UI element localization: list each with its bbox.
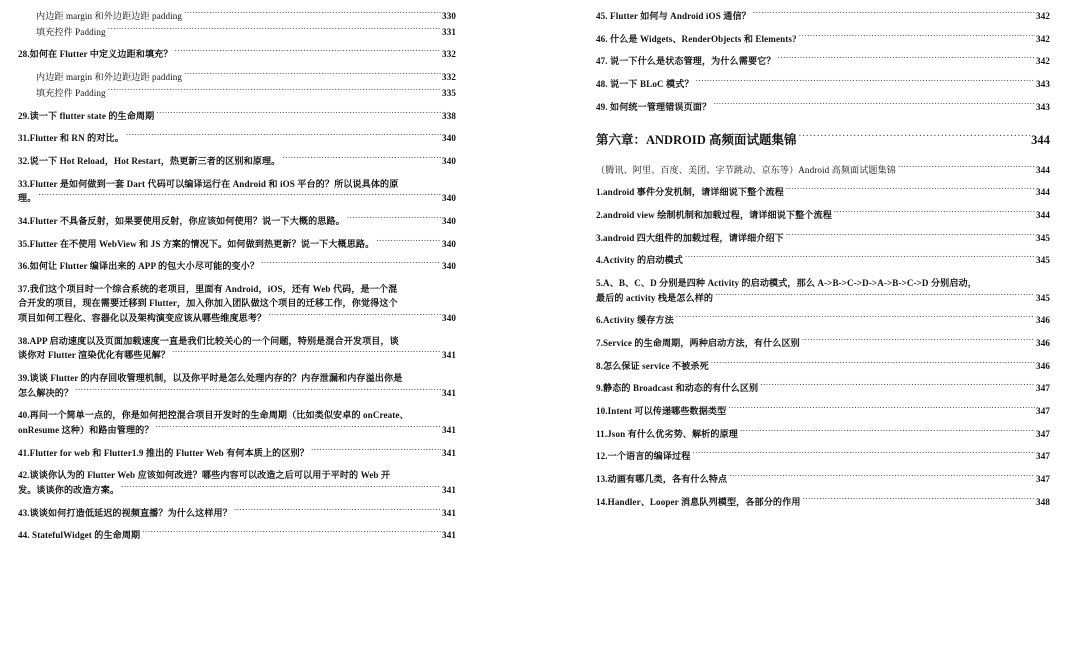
toc-page-number: 347 xyxy=(1036,474,1050,485)
toc-entry-label: 6.Activity 缓存方法 xyxy=(596,315,674,326)
dot-leader xyxy=(121,484,441,493)
toc-entry-row xyxy=(596,101,1050,115)
dot-leader xyxy=(268,312,441,321)
toc-entry-row xyxy=(596,186,1050,200)
toc-entry-label: 29.读一下 flutter state 的生命周期 xyxy=(18,110,155,121)
toc-entry-label-line: 37.我们这个项目时一个综合系统的老项目，里面有 Android，iOS，还有 Web 代码，是一个混 xyxy=(18,283,398,294)
toc-entry-row xyxy=(596,163,1050,177)
dot-leader xyxy=(126,132,441,141)
toc-entry-row xyxy=(596,382,1050,396)
toc-page-number: 342 xyxy=(1036,56,1050,67)
toc-page-number: 330 xyxy=(442,11,456,22)
toc-entry-label-line: 42.谈谈你认为的 Flutter Web 应该如何改进？哪些内容可以改造之后可以用于平时的 Web 开 xyxy=(18,470,391,481)
toc-entry-label: 1.android 事件分发机制，请详细说下整个流程 xyxy=(596,187,784,198)
toc-entry[interactable] xyxy=(596,163,1050,177)
toc-entry[interactable] xyxy=(18,109,456,123)
toc-entry-label: 第六章：ANDROID 高频面试题集锦 xyxy=(596,133,797,148)
toc-entry[interactable] xyxy=(18,87,456,101)
toc-entry-label: 46. 什么是 Widgets、RenderObjects 和 Elements? xyxy=(596,33,797,44)
dot-leader xyxy=(778,55,1036,64)
toc-entry-label: 内边距 margin 和外边距边距 padding xyxy=(36,11,183,22)
toc-entry-label-line: 5.A、B、C、D 分别是四种 Activity 的启动模式，那么 A->B->C->D->A->B->C->D 分别启动， xyxy=(596,277,977,288)
toc-entry-label: 13.动画有哪几类，各有什么特点 xyxy=(596,474,728,485)
toc-entry-label: 填充控件 Padding xyxy=(36,26,106,37)
toc-entry-label: onResume 这种）和路由管理的？ xyxy=(18,424,154,435)
toc-entry-label: 谈你对 Flutter 渲染优化有哪些见解？ xyxy=(18,350,171,361)
toc-page-number: 344 xyxy=(1036,209,1050,220)
toc-entry-row xyxy=(36,26,456,40)
toc-entry[interactable] xyxy=(18,469,456,497)
toc-page-number: 338 xyxy=(442,110,456,121)
dot-leader xyxy=(676,314,1035,323)
toc-entry-label: 3.android 四大组件的加载过程，请详细介绍下 xyxy=(596,232,784,243)
toc-entry[interactable] xyxy=(596,360,1050,374)
toc-entry[interactable] xyxy=(18,372,456,400)
toc-page-number: 347 xyxy=(1036,451,1050,462)
dot-leader xyxy=(261,260,441,269)
toc-page-number: 340 xyxy=(442,193,456,204)
toc-entry-label-line: 合开发的项目，现在需要迁移到 Flutter，加入你加入团队做这个项目的迁移工作，你觉得这个 xyxy=(18,298,398,309)
toc-entry[interactable] xyxy=(596,78,1050,92)
dot-leader xyxy=(282,155,441,164)
toc-entry-label: 理。 xyxy=(18,193,37,204)
toc-entry-row xyxy=(18,155,456,169)
toc-page-number: 347 xyxy=(1036,406,1050,416)
toc-page-number: 342 xyxy=(1036,11,1050,22)
toc-entry[interactable] xyxy=(596,277,1050,305)
toc-entry[interactable] xyxy=(596,428,1050,442)
toc-entry-row xyxy=(596,450,1050,464)
toc-entry-row xyxy=(596,405,1050,419)
dot-leader xyxy=(347,215,441,224)
toc-entry-row xyxy=(596,428,1050,442)
toc-entry-row xyxy=(18,48,456,62)
toc-entry-row xyxy=(18,387,456,401)
toc-entry[interactable] xyxy=(18,10,456,24)
toc-entry-label-line: 33.Flutter 是如何做到一套 Dart 代码可以编译运行在 Android 和 iOS 平台的？所以说具体的原 xyxy=(18,178,399,189)
dot-leader xyxy=(184,10,441,19)
toc-page-number: 332 xyxy=(442,49,456,60)
toc-entry-label-line: 40.再问一个简单一点的，你是如何把控混合项目开发时的生命周期（比如类似安卓的 onCreate、 xyxy=(18,410,409,421)
toc-entry[interactable] xyxy=(596,405,1050,419)
toc-entry[interactable] xyxy=(18,215,456,229)
dot-leader xyxy=(696,78,1035,87)
dot-leader xyxy=(175,48,442,57)
toc-page-number: 342 xyxy=(1036,33,1050,44)
toc-entry-label: 7.Service 的生命周期，两种启动方法，有什么区别 xyxy=(596,337,800,348)
toc-page-number: 346 xyxy=(1036,360,1050,371)
dot-leader xyxy=(376,237,441,246)
toc-entry-label: 8.怎么保证 service 不被杀死 xyxy=(596,360,709,371)
dot-leader xyxy=(802,337,1035,346)
toc-entry[interactable] xyxy=(596,254,1050,268)
dot-leader xyxy=(108,87,441,96)
toc-page-number: 346 xyxy=(1036,315,1050,326)
toc-page-number: 340 xyxy=(442,238,456,249)
toc-entry-label: 35.Flutter 在不使用 WebView 和 JS 方案的情况下。如何做到热更新？说一下大概思路。 xyxy=(18,238,375,249)
toc-page-number: 345 xyxy=(1036,232,1050,243)
toc-entry-label: （腾讯、阿里、百度、美团、字节跳动、京东等）Android 高频面试题集锦 xyxy=(596,164,897,175)
toc-entry-row xyxy=(18,349,456,363)
toc-entry-row xyxy=(18,132,456,146)
toc-entry[interactable] xyxy=(596,314,1050,328)
toc-entry-label: 11.Json 有什么优劣势、解析的原理 xyxy=(596,428,738,439)
toc-entry[interactable] xyxy=(18,132,456,146)
dot-leader xyxy=(760,382,1035,391)
toc-entry[interactable] xyxy=(596,209,1050,223)
toc-entry-row xyxy=(596,78,1050,92)
toc-entry-row xyxy=(596,314,1050,328)
toc-page-number: 341 xyxy=(442,530,456,541)
dot-leader xyxy=(685,254,1035,263)
toc-page-number: 341 xyxy=(442,350,456,361)
dot-leader xyxy=(715,291,1035,300)
toc-entry-row xyxy=(596,209,1050,223)
dot-leader xyxy=(75,387,441,396)
toc-page-number: 345 xyxy=(1036,255,1050,266)
toc-page-number: 340 xyxy=(442,155,456,166)
toc-entry[interactable] xyxy=(18,155,456,169)
toc-entry-row xyxy=(18,424,456,438)
dot-leader xyxy=(234,507,441,516)
dot-leader xyxy=(803,496,1036,505)
toc-entry-row xyxy=(36,10,456,24)
toc-entry[interactable] xyxy=(18,507,456,521)
toc-entry-row xyxy=(596,496,1050,510)
toc-entry-label: 2.android view 绘制机制和加载过程，请详细说下整个流程 xyxy=(596,209,832,220)
dot-leader xyxy=(834,209,1035,218)
dot-leader xyxy=(172,349,441,358)
toc-entry-label: 47. 说一下什么是状态管理，为什么需要它？ xyxy=(596,56,776,67)
dot-leader xyxy=(753,10,1035,19)
toc-page-number: 332 xyxy=(442,72,456,83)
toc-page-number: 340 xyxy=(442,133,456,144)
toc-entry-row xyxy=(18,507,456,521)
toc-entry[interactable] xyxy=(596,10,1050,24)
toc-entry-label: 12.一个语言的编译过程 xyxy=(596,451,691,462)
toc-page-number: 335 xyxy=(442,87,456,98)
dot-leader xyxy=(38,192,441,201)
toc-entry-label: 28.如何在 Flutter 中定义边距和填充？ xyxy=(18,49,173,60)
dot-leader xyxy=(108,26,441,35)
toc-entry-label: 内边距 margin 和外边距边距 padding xyxy=(36,72,183,83)
dot-leader xyxy=(311,447,441,456)
toc-entry-row xyxy=(36,87,456,101)
toc-page-number: 346 xyxy=(1036,337,1050,348)
toc-page-number: 331 xyxy=(442,26,456,37)
toc-entry[interactable] xyxy=(596,337,1050,351)
toc-entry-row xyxy=(596,360,1050,374)
toc-entry[interactable] xyxy=(596,131,1050,149)
dot-leader xyxy=(713,101,1035,110)
toc-entry-label: 43.谈谈如何打造低延迟的视频直播？为什么这样用？ xyxy=(18,507,232,518)
toc-entry[interactable] xyxy=(18,26,456,40)
toc-entry[interactable] xyxy=(18,529,456,543)
toc-entry-row xyxy=(18,484,456,498)
toc-entry-row xyxy=(596,131,1050,149)
dot-leader xyxy=(184,71,441,80)
toc-entry-row xyxy=(18,109,456,123)
dot-leader xyxy=(156,424,442,433)
dot-leader xyxy=(799,132,1031,144)
toc-entry[interactable] xyxy=(18,447,456,461)
toc-entry-label: 45. Flutter 如何与 Android iOS 通信？ xyxy=(596,11,751,22)
toc-entry-label-line: 39.谈谈 Flutter 的内存回收管理机制，以及你平时是怎么处理内存的？内存泄漏和内存溢出你是 xyxy=(18,373,403,383)
right-toc-list xyxy=(596,10,1050,509)
toc-entry[interactable] xyxy=(18,237,456,251)
toc-page-number: 341 xyxy=(442,447,456,458)
toc-entry-row xyxy=(18,237,456,251)
toc-entry[interactable] xyxy=(596,496,1050,510)
dot-leader xyxy=(799,33,1035,42)
dot-leader xyxy=(786,186,1035,195)
toc-entry-label: 36.如何让 Flutter 编译出来的 APP 的包大小尽可能的变小？ xyxy=(18,261,260,272)
toc-entry-row xyxy=(596,473,1050,487)
toc-page-number: 340 xyxy=(442,261,456,272)
toc-entry-row xyxy=(596,55,1050,69)
toc-entry-label: 发。谈谈你的改造方案。 xyxy=(18,484,120,495)
dot-leader xyxy=(692,450,1035,459)
toc-entry-row xyxy=(18,312,456,326)
toc-entry-label: 10.Intent 可以传递哪些数据类型 xyxy=(596,406,727,416)
toc-entry[interactable] xyxy=(596,382,1050,396)
toc-entry-label: 最后的 activity 栈是怎么样的 xyxy=(596,292,714,303)
toc-entry[interactable] xyxy=(596,186,1050,200)
toc-page-number: 347 xyxy=(1036,383,1050,394)
toc-entry-label: 31.Flutter 和 RN 的对比。 xyxy=(18,133,124,144)
toc-entry-row xyxy=(596,254,1050,268)
toc-page-number: 343 xyxy=(1036,101,1050,112)
toc-entry-label: 填充控件 Padding xyxy=(36,87,106,98)
toc-page-number: 344 xyxy=(1036,187,1050,198)
toc-entry-row xyxy=(18,260,456,274)
toc-entry-row xyxy=(596,337,1050,351)
toc-page-number: 341 xyxy=(442,387,456,398)
toc-entry-row xyxy=(36,71,456,85)
toc-entry[interactable] xyxy=(596,450,1050,464)
toc-entry-label: 怎么解决的？ xyxy=(18,387,74,398)
toc-entry-row xyxy=(18,529,456,543)
toc-entry-label-line: 38.APP 启动速度以及页面加载速度一直是我们比较关心的一个问题，特别是混合开发项目，谈 xyxy=(18,335,399,346)
toc-entry-label: 44. StatefulWidget 的生命周期 xyxy=(18,530,141,541)
toc-entry[interactable] xyxy=(18,71,456,85)
toc-page-number: 347 xyxy=(1036,428,1050,439)
toc-entry[interactable] xyxy=(18,335,456,363)
toc-page-number: 344 xyxy=(1036,164,1050,175)
toc-entry-row xyxy=(596,33,1050,47)
left-toc-list xyxy=(18,10,456,543)
toc-entry[interactable] xyxy=(18,260,456,274)
toc-entry-label: 34.Flutter 不具备反射，如果要使用反射，你应该如何使用？说一下大概的思路。 xyxy=(18,215,345,226)
right-page xyxy=(530,0,1080,652)
toc-page-number: 340 xyxy=(442,215,456,226)
toc-entry-label: 9.静态的 Broadcast 和动态的有什么区别 xyxy=(596,383,759,394)
toc-entry-label: 48. 说一下 BLoC 模式？ xyxy=(596,79,694,90)
toc-entry-label: 4.Activity 的启动模式 xyxy=(596,255,683,266)
dot-leader xyxy=(898,163,1035,172)
toc-entry[interactable] xyxy=(596,473,1050,487)
toc-entry-row xyxy=(596,232,1050,246)
dot-leader xyxy=(711,360,1035,369)
toc-entry[interactable] xyxy=(18,409,456,437)
toc-page-number: 343 xyxy=(1036,79,1050,90)
toc-entry-row xyxy=(596,291,1050,305)
toc-page-number: 340 xyxy=(442,313,456,324)
toc-page-number: 341 xyxy=(442,484,456,495)
toc-entry-label: 项目如何工程化、容器化以及架构演变应该从哪些维度思考？ xyxy=(18,313,267,324)
toc-entry-row xyxy=(18,192,456,206)
toc-entry[interactable] xyxy=(18,283,456,326)
toc-entry-row xyxy=(18,447,456,461)
toc-page-number: 341 xyxy=(442,507,456,518)
left-page xyxy=(0,0,530,652)
dot-leader xyxy=(156,109,441,118)
toc-entry[interactable] xyxy=(596,33,1050,47)
dot-leader xyxy=(728,405,1035,414)
dot-leader xyxy=(786,232,1035,241)
toc-entry-row xyxy=(596,10,1050,24)
toc-entry-label: 41.Flutter for web 和 Flutter1.9 推出的 Flutter Web 有何本质上的区别？ xyxy=(18,447,309,458)
dot-leader xyxy=(142,529,441,538)
toc-entry-label: 49. 如何统一管理错误页面？ xyxy=(596,101,712,112)
toc-entry[interactable] xyxy=(18,48,456,62)
toc-entry-row xyxy=(18,215,456,229)
toc-entry-label: 32.说一下 Hot Reload，Hot Restart，热更新三者的区别和原理。 xyxy=(18,155,281,166)
dot-leader xyxy=(740,428,1035,437)
toc-entry[interactable] xyxy=(596,232,1050,246)
toc-entry-label: 14.Handler、Looper 消息队列模型，各部分的作用 xyxy=(596,496,801,507)
toc-page-number: 348 xyxy=(1036,496,1050,507)
toc-page-number: 345 xyxy=(1036,292,1050,303)
toc-entry[interactable] xyxy=(596,101,1050,115)
toc-entry[interactable] xyxy=(18,178,456,206)
toc-page-number: 341 xyxy=(442,424,456,435)
dot-leader xyxy=(729,473,1035,482)
toc-entry[interactable] xyxy=(596,55,1050,69)
toc-page-number: 344 xyxy=(1031,133,1050,148)
